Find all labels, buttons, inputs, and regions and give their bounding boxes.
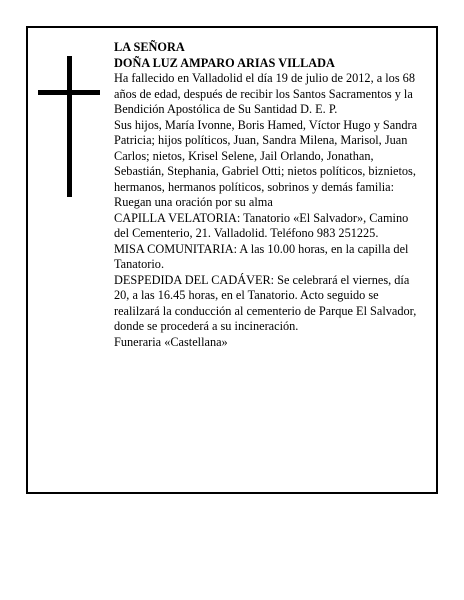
family-list: Sus hijos, María Ivonne, Boris Hamed, Víctor Hugo y Sandra Patricia; hijos políticos, Juan, Sandra Milena, Marisol, Juan Carlos; nietos, Krisel Selene, Jail Orlando, Jonathan, Sebastián, Stephania, Gabriel Otti; nietos políticos, biznietos, hermanos, hermanos políticos, sobrinos y demás familia: xyxy=(114,117,418,194)
cross-icon xyxy=(67,56,72,197)
obituary-notice xyxy=(26,26,438,494)
funeral-home: Funeraria «Castellana» xyxy=(114,334,228,349)
cross-icon-crossbar xyxy=(38,90,100,95)
title-line-1: LA SEÑORA xyxy=(114,40,185,54)
obituary-text xyxy=(114,40,420,350)
mass-info: MISA COMUNITARIA: A las 10.00 horas, en la capilla del Tanatorio. xyxy=(114,241,409,271)
prayer-request: Ruegan una oración por su alma xyxy=(114,195,273,209)
deceased-name: DOÑA LUZ AMPARO ARIAS VILLADA xyxy=(114,55,335,70)
farewell-info: DESPEDIDA DEL CADÁVER: Se celebrará el viernes, día 20, a las 16.45 horas, en el Tanatorio. Acto seguido se realilzará la conducción al cementerio de Parque El Salvador, donde se procederá a su incineración. xyxy=(114,272,417,333)
chapel-info: CAPILLA VELATORIA: Tanatorio «El Salvador», Camino del Cementerio, 21. Valladolid. Teléfono 983 251225. xyxy=(114,210,409,240)
death-announcement: Ha fallecido en Valladolid el día 19 de julio de 2012, a los 68 años de edad, después de recibir los Santos Sacramentos y la Bendición Apostólica de Su Santidad D. E. P. xyxy=(114,71,415,116)
